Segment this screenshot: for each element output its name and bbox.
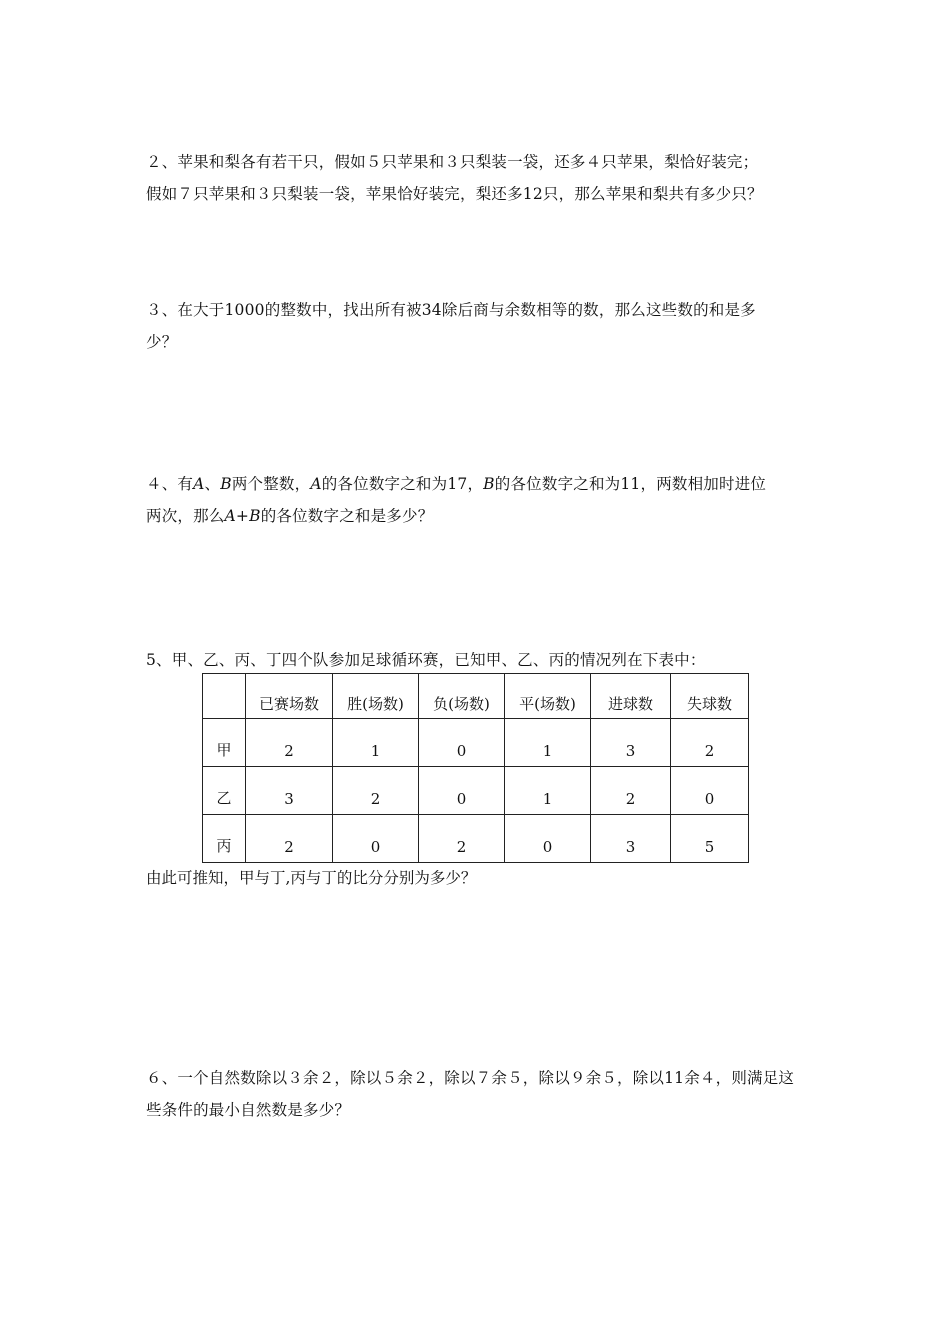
- table-cell: 2: [591, 767, 671, 815]
- variable-a: A: [310, 475, 322, 493]
- variable-b: B: [483, 475, 495, 493]
- table-cell: 1: [505, 719, 591, 767]
- table-cell: 2: [246, 815, 333, 863]
- question-6-line-2: 些条件的最小自然数是多少？: [146, 1101, 351, 1119]
- header-cell: 进球数: [591, 674, 671, 719]
- header-cell: 失球数: [671, 674, 749, 719]
- variable-sum: A+B: [224, 507, 261, 525]
- question-3-line-1: ３、在大于1000的整数中，找出所有被34除后商与余数相等的数，那么这些数的和是多: [146, 301, 756, 319]
- q4-text: 的各位数字之和为17，: [321, 475, 484, 493]
- question-5-intro: 5、甲、乙、丙、丁四个队参加足球循环赛，已知甲、乙、丙的情况列在下表中：: [146, 651, 706, 669]
- table-header-row: [203, 674, 749, 719]
- question-3: [146, 294, 814, 358]
- q4-text: 的各位数字之和为11，两数相加时进位: [494, 475, 767, 493]
- question-6-line-1: ６、一个自然数除以３余２，除以５余２，除以７余５，除以９余５，除以11余４，则满足这: [146, 1069, 795, 1087]
- table-cell: 0: [671, 767, 749, 815]
- table-cell: 2: [671, 719, 749, 767]
- question-5: [146, 644, 814, 676]
- question-6: [146, 1062, 814, 1126]
- table-row: [203, 719, 749, 767]
- header-cell: 已赛场数: [246, 674, 333, 719]
- table-row: [203, 815, 749, 863]
- table-cell: 3: [591, 815, 671, 863]
- table-cell: 5: [671, 815, 749, 863]
- table-cell: 3: [246, 767, 333, 815]
- question-5-followup: 由此可推知，甲与丁,丙与丁的比分分别为多少？: [146, 869, 477, 887]
- results-table: [202, 673, 749, 863]
- table-cell: 2: [246, 719, 333, 767]
- question-4-line-2: [146, 500, 814, 532]
- header-cell: 平(场数): [505, 674, 591, 719]
- table-cell: 0: [419, 767, 505, 815]
- team-cell: 乙: [203, 767, 246, 815]
- variable-a: A: [193, 475, 205, 493]
- q4-text: 两次，那么: [146, 507, 225, 525]
- q4-text: ４、有: [146, 475, 194, 493]
- q4-text: 两个整数，: [231, 475, 311, 493]
- question-4-line-1: [146, 468, 814, 500]
- question-2: [146, 146, 814, 210]
- table-cell: 0: [333, 815, 419, 863]
- table-cell: 1: [333, 719, 419, 767]
- team-cell: 丙: [203, 815, 246, 863]
- table-cell: 2: [419, 815, 505, 863]
- table-row: [203, 767, 749, 815]
- q4-text: 、: [204, 475, 221, 493]
- header-cell: 胜(场数): [333, 674, 419, 719]
- variable-b: B: [220, 475, 232, 493]
- header-cell: 负(场数): [419, 674, 505, 719]
- question-4: [146, 468, 814, 532]
- table-cell: 2: [333, 767, 419, 815]
- table-cell: 0: [419, 719, 505, 767]
- question-3-line-2: 少？: [146, 333, 178, 351]
- table-cell: 3: [591, 719, 671, 767]
- header-cell: [203, 674, 246, 719]
- question-2-line-1: ２、苹果和梨各有若干只，假如５只苹果和３只梨装一袋，还多４只苹果，梨恰好装完；: [146, 153, 759, 171]
- q4-text: 的各位数字之和是多少？: [260, 507, 434, 525]
- question-2-line-2: 假如７只苹果和３只梨装一袋，苹果恰好装完，梨还多12只，那么苹果和梨共有多少只？: [146, 185, 763, 203]
- table-cell: 1: [505, 767, 591, 815]
- table-cell: 0: [505, 815, 591, 863]
- team-cell: 甲: [203, 719, 246, 767]
